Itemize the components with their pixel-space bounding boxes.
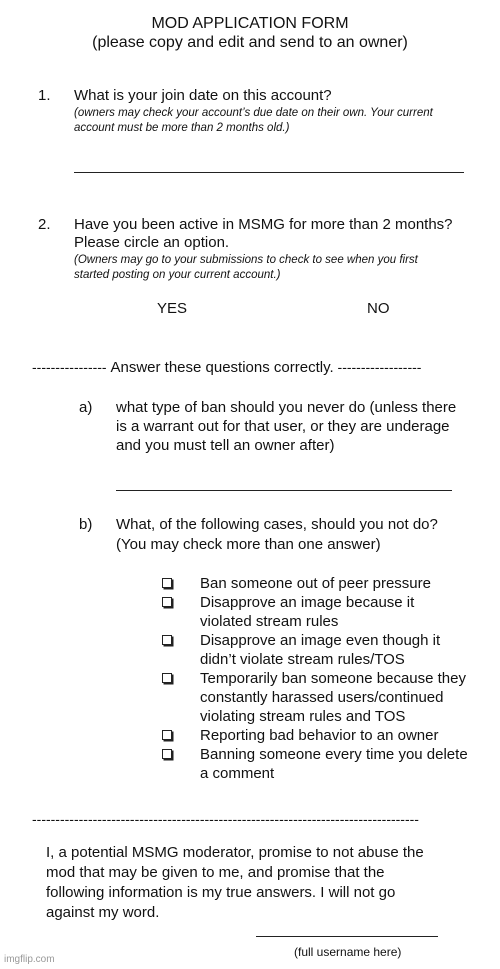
qb-option-line: Disapprove an image even though it [200,632,441,649]
qb-line1: What, of the following cases, should you not do? [116,516,438,533]
section-heading [32,359,472,376]
qb-option[interactable] [162,669,497,726]
qb-option-line: Ban someone out of peer pressure [200,575,431,592]
qb-option[interactable] [162,631,497,669]
qb-option-line: violated stream rules [200,613,339,630]
checkbox-icon[interactable] [162,597,172,607]
q1-answer-line[interactable] [74,172,464,173]
qb-option-line: violating stream rules and TOS [200,708,406,725]
qb-letter: b) [79,516,93,533]
qa-line3: and you must tell an owner after) [116,437,335,454]
q2-option-no[interactable]: NO [367,300,390,317]
q1-note-line1: (owners may check your account’s due date on their own. Your current [74,107,433,119]
watermark: imgflip.com [4,954,55,965]
checkbox-icon[interactable] [162,749,172,759]
promise-line1: I, a potential MSMG moderator, promise to not abuse the [46,844,424,861]
form-title-main: MOD APPLICATION FORM [151,15,349,32]
qb-option-line: a comment [200,765,275,782]
section-heading-dashes-left: ---------------- [32,359,107,375]
qb-option-line: constantly harassed users/continued [200,689,444,706]
qb-line2: (You may check more than one answer) [116,536,381,553]
qa-line1: what type of ban should you never do (unless there [116,399,457,416]
q2-text-line1: Have you been active in MSMG for more than 2 months? [74,216,453,233]
qb-option-line: Disapprove an image because it [200,594,415,611]
signature-line[interactable] [256,936,438,937]
qa-answer-line[interactable] [116,490,452,491]
section-heading-dashes-right: ------------------ [337,359,422,375]
qb-option[interactable] [162,593,497,631]
q2-note-line2: started posting on your current account.) [74,269,281,281]
q1-number: 1. [38,87,51,104]
q2-option-yes[interactable]: YES [157,300,188,317]
checkbox-icon[interactable] [162,673,172,683]
divider: ----------------------------------------------------------------------------------- [32,811,419,827]
checkbox-icon[interactable] [162,730,172,740]
qa-letter: a) [79,399,93,416]
q1-text: What is your join date on this account? [74,87,332,104]
form-title [0,14,500,52]
q2-note-line1: (Owners may go to your submissions to check to see when you first [74,254,418,266]
q2-number: 2. [38,216,51,233]
q2-text-line2: Please circle an option. [74,234,230,251]
qb-option-line: Temporarily ban someone because they [200,670,466,687]
qb-option[interactable] [162,726,497,745]
checkbox-icon[interactable] [162,635,172,645]
qb-option[interactable] [162,745,497,783]
q1-note-line2: account must be more than 2 months old.) [74,122,290,134]
qb-option-line: Reporting bad behavior to an owner [200,727,439,744]
qa-line2: is a warrant out for that user, or they are underage [116,418,450,435]
promise-line3: following information is my true answers. I will not go [46,884,396,901]
qb-option-line: didn’t violate stream rules/TOS [200,651,405,668]
qb-options-list [162,574,497,783]
promise-line2: mod that may be given to me, and promise that the [46,864,385,881]
section-heading-text: Answer these questions correctly. [110,359,334,376]
promise-line4: against my word. [46,904,160,921]
qb-option-line: Banning someone every time you delete [200,746,468,763]
checkbox-icon[interactable] [162,578,172,588]
qb-option[interactable] [162,574,497,593]
signature-label: (full username here) [294,945,402,959]
form-title-subtitle: (please copy and edit and send to an owner) [92,34,408,51]
